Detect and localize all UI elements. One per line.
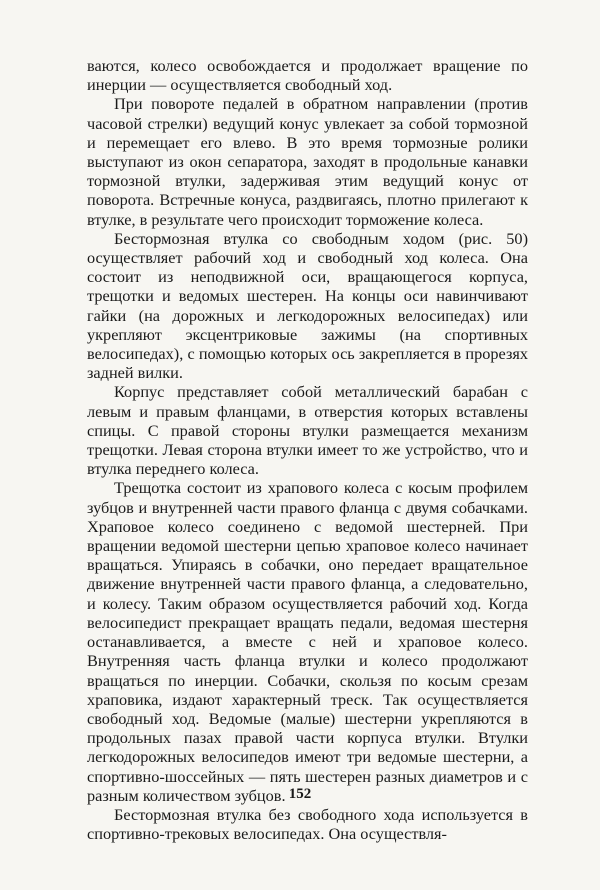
- paragraph-freewheel-hub: Бестормозная втулка со свободным ходом (рис. 50) осуществляет рабочий ход и свободный ход колеса. Она состоит из неподвижной оси, вращающегося корпуса, трещотки и ведомых шестерен. На концы оси навинчивают гайки (на дорожных и легкодорожных велосипедах) или укрепляют эксцентриковые зажимы (на спортивных велосипедах), с помощью которых ось закрепляется в прорезях задней вилки.: [87, 228, 528, 383]
- paragraph-fixed-gear-hub: Бестормозная втулка без свободного хода используется в спортивно-трековых велосипедах. Она осуществля-: [87, 804, 528, 844]
- paragraph-ratchet: Трещотка состоит из храпового колеса с косым профилем зубцов и внутренней части правого фланца с двумя собачками. Храповое колесо соединено с ведомой шестерней. При вращении ведомой шестерни цепью храповое колесо начинает вращаться. Упираясь в собачки, оно передает вращательное движение внутренней части правого фланца, а следовательно, и колесу. Таким образом осуществляется рабочий ход. Когда велосипедист прекращает вращать педали, ведомая шестерня останавливается, а вместе с ней и храповое колесо. Внутренняя часть фланца втулки и колесо продолжают вращаться по инерции. Собачки, скользя по косым срезам храповика, издают характерный треск. Так осуществляется свободный ход. Ведомые (малые) шестерни укрепляются в продольных пазах правой части корпуса втулки. Втулки легкодорожных велосипедов имеют три ведомые шестерни, а спортивно-шоссейных — пять шестерен разных диаметров и с разным количеством зубцов.: [87, 478, 528, 805]
- paragraph-hub-body: Корпус представляет собой металлический барабан с левым и правым фланцами, в отверстия которых вставлены спицы. С правой стороны втулки размещается механизм трещотки. Левая сторона втулки имеет то же устройство, что и втулка переднего колеса.: [87, 382, 528, 479]
- paragraph-braking: При повороте педалей в обратном направлении (против часовой стрелки) ведущий конус увлекает за собой тормозной и перемещает его влево. В это время тормозные ролики выступают из окон сепаратора, заходят в продольные канавки тормозной втулки, задерживая этим ведущий конус от поворота. Встречные конуса, раздвигаясь, плотно прилегают к втулке, в результате чего происходит торможение колеса.: [87, 94, 528, 229]
- page-number: 152: [288, 786, 312, 802]
- body-text: [87, 56, 528, 843]
- paragraph-continued: ваются, колесо освобождается и продолжает вращение по инерции — осуществляется свободный ход.: [87, 56, 528, 95]
